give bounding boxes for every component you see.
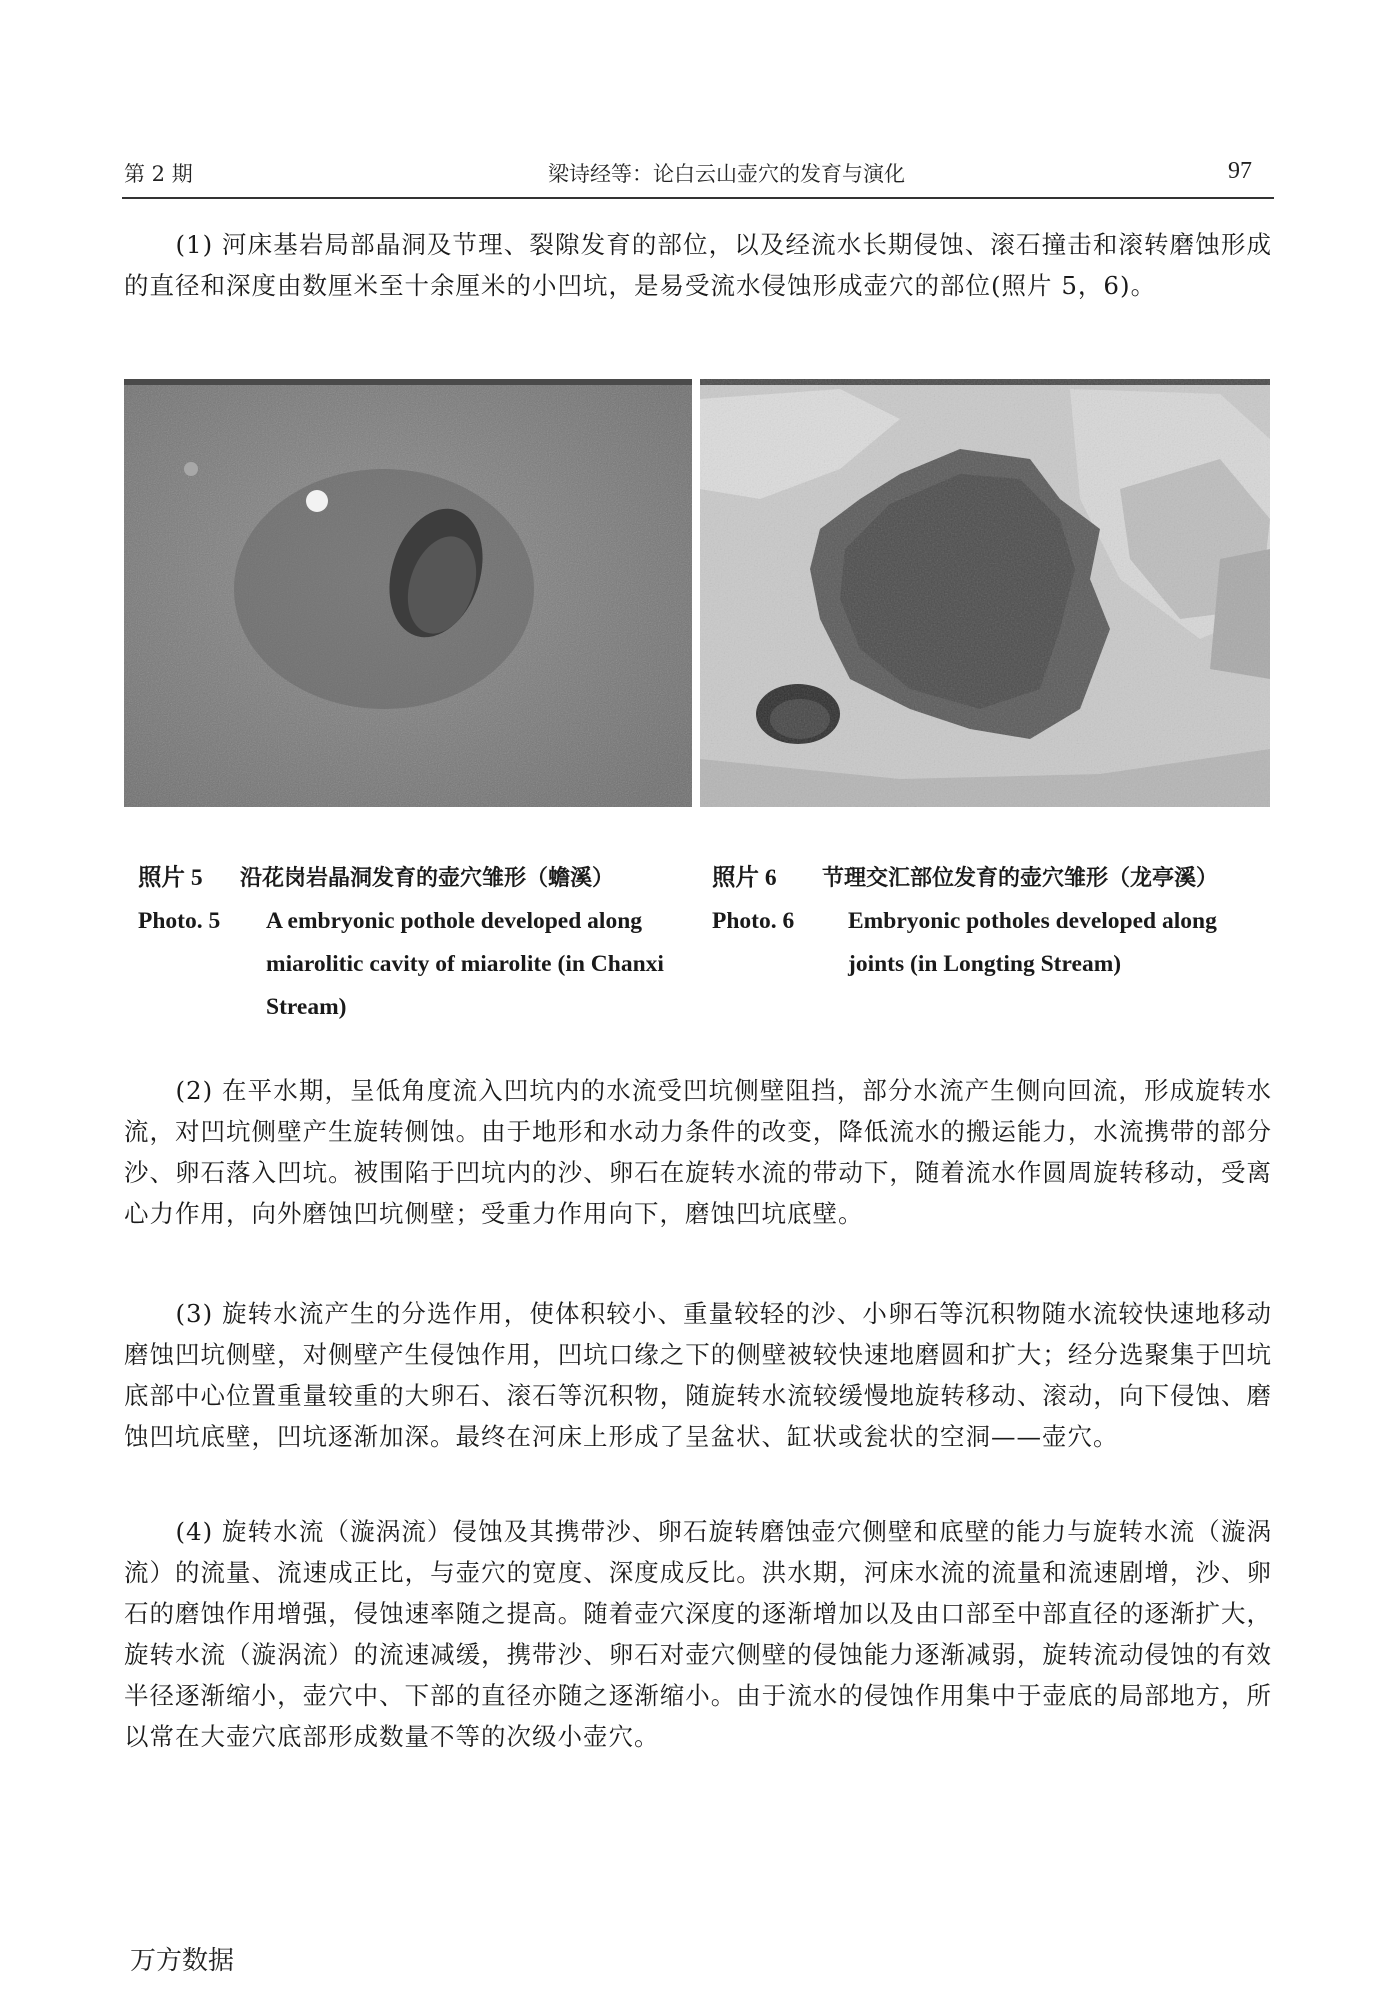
photo-6-en-caption: Embryonic potholes developed along joints (in Longting Stream) (848, 908, 1217, 977)
photo-5-cn-label: 照片 5 (138, 865, 203, 891)
paragraph-1: (1) 河床基岩局部晶洞及节理、裂隙发育的部位，以及经流水长期侵蚀、滚石撞击和滚转磨蚀形成的直径和深度由数厘米至十余厘米的小凹坑，是易受流水侵蚀形成壶穴的部位(照片 5，6)。 (124, 230, 1272, 300)
paragraph-4: (4) 旋转水流（漩涡流）侵蚀及其携带沙、卵石旋转磨蚀壶穴侧壁和底壁的能力与旋转水流（漩涡流）的流量、流速成正比，与壶穴的宽度、深度成反比。洪水期，河床水流的流量和流速剧增，沙、卵石的磨蚀作用增强，侵蚀速率随之提高。随着壶穴深度的逐渐增加以及由口部至中部直径的逐渐扩大，旋转水流（漩涡流）的流速减缓，携带沙、卵石对壶穴侧壁的侵蚀能力逐渐减弱，旋转流动侵蚀的有效半径逐渐缩小，壶穴中、下部的直径亦随之逐渐缩小。由于流水的侵蚀作用集中于壶底的局部地方，所以常在大壶穴底部形成数量不等的次级小壶穴。 (124, 1517, 1272, 1751)
photo-6 (700, 379, 1270, 807)
photo-5 (124, 379, 692, 807)
photo-5-cn-caption: 沿花岗岩晶洞发育的壶穴雏形（蟾溪） (240, 866, 615, 891)
running-title: 梁诗经等：论白云山壶穴的发育与演化 (548, 162, 905, 186)
photo-6-caption (712, 857, 1262, 986)
issue-label: 第 2 期 (124, 162, 193, 186)
photo-5-en-caption: A embryonic pothole developed along miarolitic cavity of miarolite (in Chanxi Stream) (266, 908, 664, 1020)
photo-6-cn-caption: 节理交汇部位发育的壶穴雏形（龙亭溪） (822, 866, 1219, 891)
footer-watermark: 万方数据 (130, 1946, 235, 1976)
paragraph-2: (2) 在平水期，呈低角度流入凹坑内的水流受凹坑侧壁阻挡，部分水流产生侧向回流，形成旋转水流，对凹坑侧壁产生旋转侧蚀。由于地形和水动力条件的改变，降低流水的搬运能力，水流携带的部分沙、卵石落入凹坑。被围陷于凹坑内的沙、卵石在旋转水流的带动下，随着流水作圆周旋转移动，受离心力作用，向外磨蚀凹坑侧壁；受重力作用向下，磨蚀凹坑底壁。 (124, 1076, 1272, 1228)
paragraph-3-label: (3) (175, 1299, 214, 1328)
paragraph-3 (124, 1293, 1272, 1457)
page-number: 97 (1228, 158, 1252, 184)
photo-6-en-label: Photo. 6 (712, 908, 795, 934)
photo-5-en-label: Photo. 5 (138, 908, 221, 934)
photo-6-image (700, 379, 1270, 807)
paragraph-3-text: 旋转水流产生的分选作用，使体积较小、重量较轻的沙、小卵石等沉积物随水流较快速地移动磨蚀凹坑侧壁，对侧壁产生侵蚀作用，凹坑口缘之下的侧壁被较快速地磨圆和扩大；经分选聚集于凹坑底部中心位置重量较重的大卵石、滚石等沉积物，随旋转水流较缓慢地旋转移动、滚动，向下侵蚀、磨蚀凹坑底壁，凹坑逐渐加深。最终在河床上形成了呈盆状、缸状或瓮状的空洞——壶穴。 (124, 1299, 1272, 1451)
photo-5-caption (138, 857, 678, 1029)
header-rule (122, 197, 1274, 199)
photo-5-image (124, 379, 692, 807)
photo-6-cn-label: 照片 6 (712, 865, 777, 891)
